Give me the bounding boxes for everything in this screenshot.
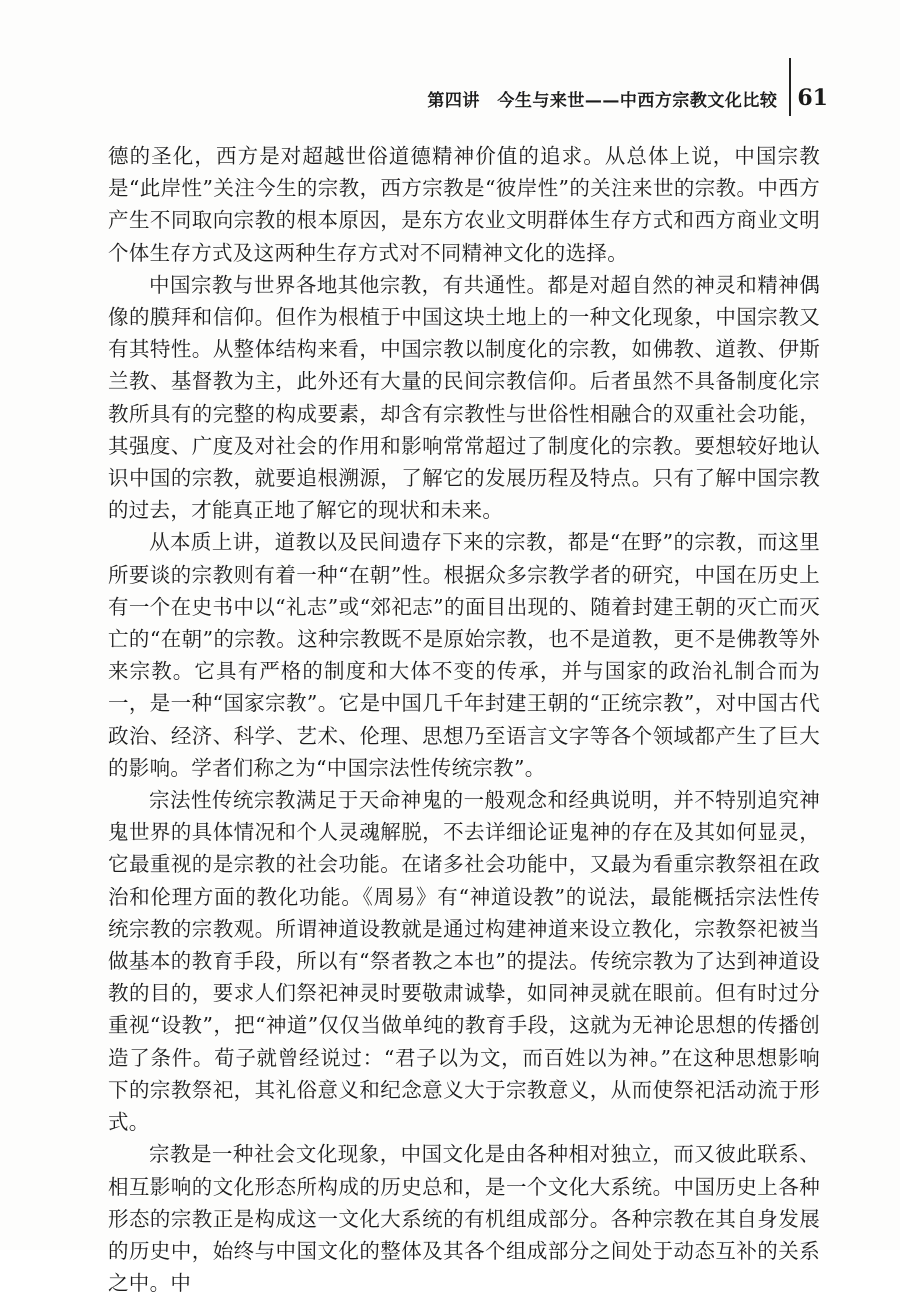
paragraph: 中国宗教与世界各地其他宗教，有共通性。都是对超自然的神灵和精神偶像的膜拜和信仰。但作为根植于中国这块土地上的一种文化现象，中国宗教又有其特性。从整体结构来看，中国宗教以制度化的宗教，如佛教、道教、伊斯兰教、基督教为主，此外还有大量的民间宗教信仰。后者虽然不具备制度化宗教所具有的完整的构成要素，却含有宗教性与世俗性相融合的双重社会功能，其强度、广度及对社会的作用和影响常常超过了制度化的宗教。要想较好地认识中国的宗教，就要追根溯源，了解它的发展历程及特点。只有了解中国宗教的过去，才能真正地了解它的现状和未来。 [108, 272, 820, 523]
body-text [108, 140, 820, 1299]
header-divider [789, 58, 791, 116]
paragraph: 从本质上讲，道教以及民间遗存下来的宗教，都是“在野”的宗教，而这里所要谈的宗教则有着一种“在朝”性。根据众多宗教学者的研究，中国在历史上有一个在史书中以“礼志”或“郊祀志”的面目出现的、随着封建王朝的灭亡而灭亡的“在朝”的宗教。这种宗教既不是原始宗教，也不是道教，更不是佛教等外来宗教。它具有严格的制度和大体不变的传承，并与国家的政治礼制合而为一，是一种“国家宗教”。它是中国几千年封建王朝的“正统宗教”，对中国古代政治、经济、科学、艺术、伦理、思想乃至语言文字等各个领域都产生了巨大的影响。学者们称之为“中国宗法性传统宗教”。 [108, 530, 820, 780]
paragraph: 宗法性传统宗教满足于天命神鬼的一般观念和经典说明，并不特别追究神鬼世界的具体情况和个人灵魂解脱，不去详细论证鬼神的存在及其如何显灵，它最重视的是宗教的社会功能。在诸多社会功能中，又最为看重宗教祭祖在政治和伦理方面的教化功能。《周易》有“神道设教”的说法，最能概括宗法性传统宗教的宗教观。所谓神道设教就是通过构建神道来设立教化，宗教祭祀被当做基本的教育手段，所以有“祭者教之本也”的提法。传统宗教为了达到神道设教的目的，要求人们祭祀神灵时要敬肃诚挚，如同神灵就在眼前。但有时过分重视“设教”，把“神道”仅仅当做单纯的教育手段，这就为无神论思想的传播创造了条件。荀子就曾经说过：“君子以为文，而百姓以为神。”在这种思想影响下的宗教祭祀，其礼俗意义和纪念意义大于宗教意义，从而使祭祀活动流于形式。 [108, 788, 820, 1135]
paragraph: 宗教是一种社会文化现象，中国文化是由各种相对独立，而又彼此联系、相互影响的文化形态所构成的历史总和，是一个文化大系统。中国历史上各种形态的宗教正是构成这一文化大系统的有机组成部分。各种宗教在其自身发展的历史中，始终与中国文化的整体及其各个组成部分之间处于动态互补的关系之中。中 [108, 1142, 820, 1296]
paragraph-continued: 德的圣化，西方是对超越世俗道德精神价值的追求。从总体上说，中国宗教是“此岸性”关注今生的宗教，西方宗教是“彼岸性”的关注来世的宗教。中西方产生不同取向宗教的根本原因，是东方农业文明群体生存方式和西方商业文明个体生存方式及这两种生存方式对不同精神文化的选择。 [108, 144, 820, 265]
chapter-title: 第四讲 今生与来世——中西方宗教文化比较 [427, 90, 778, 111]
running-header [427, 80, 828, 116]
page-number: 61 [797, 85, 828, 111]
